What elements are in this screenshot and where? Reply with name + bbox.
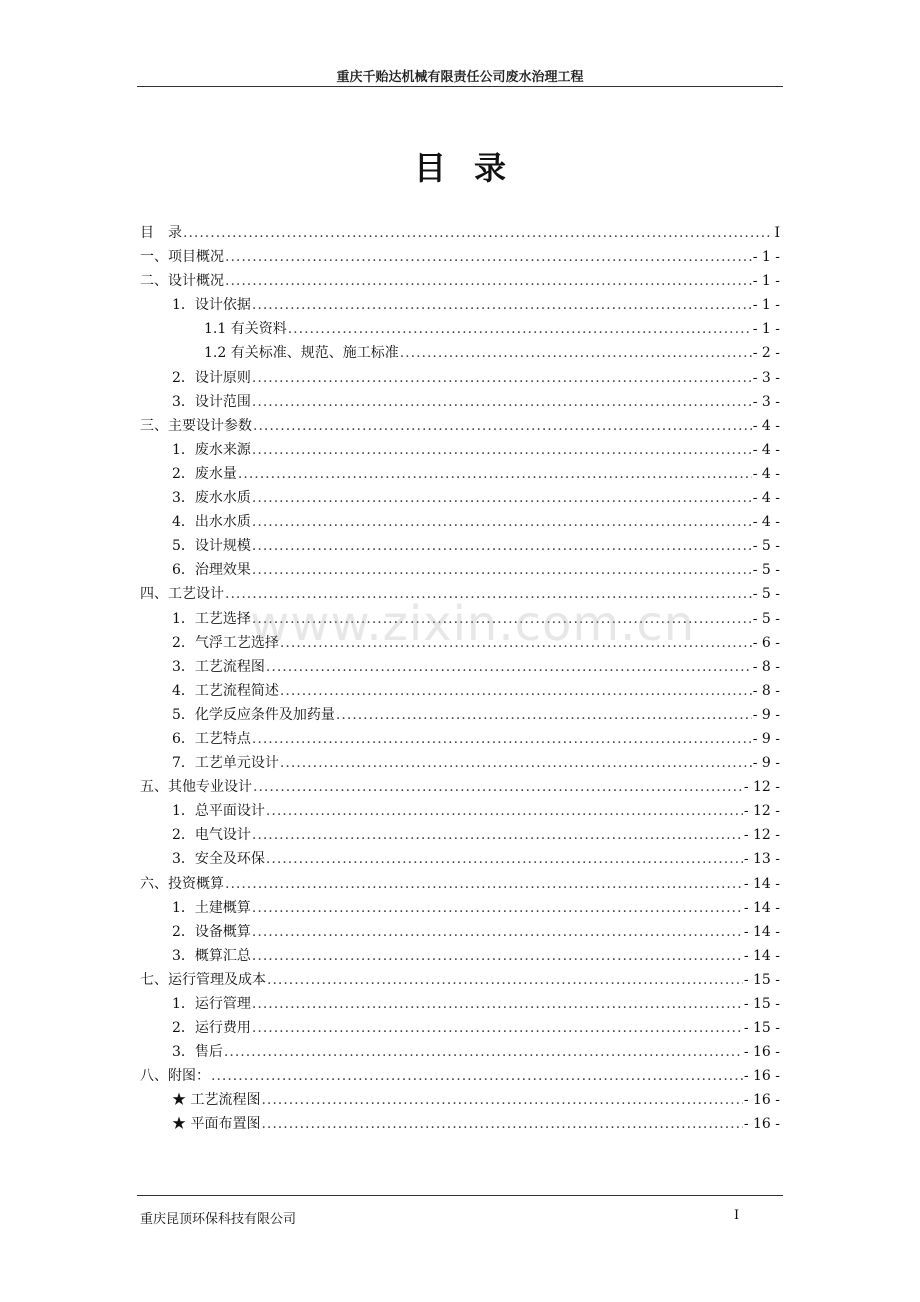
footer-divider xyxy=(137,1195,783,1196)
toc-entry-label: 1．土建概算 xyxy=(172,899,251,916)
toc-entry-label: 2．运行费用 xyxy=(172,1020,251,1037)
toc-entry-page: - 5 - xyxy=(752,562,780,579)
toc-entry-page: - 12 - xyxy=(743,779,780,796)
toc-entry-label: 4．工艺流程简述 xyxy=(172,682,279,699)
toc-entry[interactable] xyxy=(140,847,780,871)
toc-entry[interactable] xyxy=(140,679,780,703)
toc-dot-leader xyxy=(280,631,752,655)
toc-entry[interactable] xyxy=(140,510,780,534)
toc-entry-label: 1.2 有关标准、规范、施工标准 xyxy=(204,345,399,362)
toc-dot-leader xyxy=(252,486,752,510)
toc-dot-leader xyxy=(253,775,743,799)
toc-dot-leader xyxy=(252,1016,743,1040)
toc-entry-page: - 2 - xyxy=(752,345,780,362)
toc-entry-page: - 13 - xyxy=(743,851,780,868)
toc-entry[interactable] xyxy=(140,534,780,558)
toc-dot-leader xyxy=(252,438,752,462)
toc-entry-page: - 4 - xyxy=(752,490,780,507)
toc-entry[interactable] xyxy=(140,607,780,631)
toc-dot-leader xyxy=(225,872,743,896)
toc-entry-page: - 8 - xyxy=(752,658,780,675)
toc-entry-page: - 12 - xyxy=(743,827,780,844)
toc-entry-page: - 15 - xyxy=(743,996,780,1012)
toc-entry-page: - 1 - xyxy=(752,321,780,338)
toc-entry-page: - 9 - xyxy=(752,755,780,772)
toc-entry-label: 二、设计概况 xyxy=(140,273,224,290)
toc-entry-label: 1．运行管理 xyxy=(172,996,251,1012)
toc-entry-label: ★ 平面布置图 xyxy=(172,1116,261,1133)
toc-dot-leader xyxy=(266,655,752,679)
toc-dot-leader xyxy=(252,896,743,920)
toc-entry[interactable] xyxy=(140,703,780,727)
toc-dot-leader xyxy=(252,607,752,631)
toc-entry-label: 3．工艺流程图 xyxy=(172,658,265,675)
toc-entry[interactable] xyxy=(140,968,780,992)
toc-entry[interactable] xyxy=(140,390,780,414)
toc-entry[interactable] xyxy=(140,751,780,775)
toc-entry-label: 3．设计范围 xyxy=(172,393,251,410)
toc-entry-page: - 12 - xyxy=(743,803,780,820)
toc-dot-leader xyxy=(252,390,752,414)
toc-dot-leader xyxy=(253,414,752,438)
toc-entry[interactable] xyxy=(140,269,780,293)
toc-dot-leader xyxy=(252,534,752,558)
toc-dot-leader xyxy=(252,558,752,582)
toc-entry-page: - 14 - xyxy=(743,923,780,940)
toc-entry-label: 1．废水来源 xyxy=(172,441,251,458)
toc-entry[interactable] xyxy=(140,920,780,944)
toc-dot-leader xyxy=(238,462,752,486)
toc-entry[interactable] xyxy=(140,1088,780,1112)
toc-entry[interactable] xyxy=(140,896,780,920)
toc-entry[interactable] xyxy=(140,582,780,606)
toc-dot-leader xyxy=(288,317,752,341)
toc-entry-page: - 9 - xyxy=(752,706,780,723)
toc-entry[interactable] xyxy=(140,366,780,390)
page-title: 目录 xyxy=(413,149,534,187)
toc-entry[interactable] xyxy=(140,341,780,365)
toc-entry[interactable] xyxy=(140,221,780,245)
toc-entry[interactable] xyxy=(140,1040,780,1064)
toc-entry[interactable] xyxy=(140,944,780,968)
toc-entry-label: 三、主要设计参数 xyxy=(140,417,252,434)
toc-dot-leader xyxy=(261,1112,742,1136)
toc-entry-label: 3．概算汇总 xyxy=(172,947,251,964)
toc-entry-label: 2．气浮工艺选择 xyxy=(172,634,279,651)
toc-entry[interactable] xyxy=(140,414,780,438)
toc-entry-page: - 14 - xyxy=(743,899,780,916)
toc-entry-label: 四、工艺设计 xyxy=(140,586,224,603)
toc-dot-leader xyxy=(400,341,752,365)
toc-entry-label: 七、运行管理及成本 xyxy=(140,971,266,988)
toc-entry-label: 3．废水水质 xyxy=(172,490,251,507)
toc-entry[interactable] xyxy=(140,245,780,269)
toc-entry-label: 1.1 有关资料 xyxy=(204,321,287,338)
header-divider xyxy=(137,86,783,87)
toc-entry-page: - 5 - xyxy=(752,538,780,555)
toc-entry[interactable] xyxy=(140,1016,780,1040)
toc-dot-leader xyxy=(252,293,752,317)
toc-entry-label: 2．废水量 xyxy=(172,465,237,482)
toc-entry-label: 一、项目概况 xyxy=(140,249,224,266)
toc-entry[interactable] xyxy=(140,631,780,655)
toc-dot-leader xyxy=(211,1064,743,1088)
toc-entry-label: ★ 工艺流程图 xyxy=(172,1092,261,1109)
toc-entry-page: - 6 - xyxy=(752,634,780,651)
toc-entry-page: - 8 - xyxy=(752,682,780,699)
toc-entry-page: - 3 - xyxy=(752,393,780,410)
footer-company: 重庆昆顶环保科技有限公司 xyxy=(140,1212,297,1227)
toc-entry-page: - 4 - xyxy=(752,514,780,531)
toc-dot-leader xyxy=(183,221,773,245)
table-of-contents xyxy=(140,221,780,1137)
toc-entry-page: - 1 - xyxy=(752,249,780,266)
toc-entry-page: - 16 - xyxy=(743,1092,780,1109)
toc-dot-leader xyxy=(225,245,752,269)
toc-entry-label: 1．工艺选择 xyxy=(172,610,251,627)
toc-dot-leader xyxy=(266,847,743,871)
toc-entry[interactable] xyxy=(140,558,780,582)
toc-entry[interactable] xyxy=(140,1112,780,1136)
toc-entry-page: - 14 - xyxy=(743,875,780,892)
toc-entry[interactable] xyxy=(140,293,780,317)
toc-dot-leader xyxy=(252,992,743,1016)
toc-entry[interactable] xyxy=(140,1064,780,1088)
running-header: 重庆千贻达机械有限责任公司废水治理工程 xyxy=(336,70,584,85)
toc-dot-leader xyxy=(252,366,752,390)
toc-dot-leader xyxy=(261,1088,742,1112)
toc-dot-leader xyxy=(252,920,743,944)
toc-entry-label: 5．化学反应条件及加药量 xyxy=(172,706,335,723)
toc-entry-page: - 15 - xyxy=(743,971,780,988)
toc-entry-label: 2．设备概算 xyxy=(172,923,251,940)
toc-entry-label: 目 录 xyxy=(140,225,182,241)
toc-dot-leader xyxy=(336,703,752,727)
toc-entry-page: - 4 - xyxy=(752,465,780,482)
toc-entry-page: - 16 - xyxy=(743,1116,780,1133)
toc-entry[interactable] xyxy=(140,462,780,486)
toc-dot-leader xyxy=(252,944,743,968)
toc-entry[interactable] xyxy=(140,438,780,462)
toc-entry-page: - 9 - xyxy=(752,730,780,747)
toc-dot-leader xyxy=(224,1040,743,1064)
toc-entry-page: I xyxy=(774,225,780,241)
toc-entry-page: - 1 - xyxy=(752,273,780,290)
toc-entry-label: 6．治理效果 xyxy=(172,562,251,579)
toc-entry[interactable] xyxy=(140,655,780,679)
toc-entry-label: 六、投资概算 xyxy=(140,875,224,892)
toc-entry-label: 2．设计原则 xyxy=(172,369,251,386)
toc-entry-label: 1．总平面设计 xyxy=(172,803,265,820)
toc-entry[interactable] xyxy=(140,775,780,799)
toc-entry[interactable] xyxy=(140,727,780,751)
toc-entry-label: 五、其他专业设计 xyxy=(140,779,252,796)
toc-dot-leader xyxy=(267,968,743,992)
toc-entry-label: 4．出水水质 xyxy=(172,514,251,531)
toc-dot-leader xyxy=(252,727,752,751)
toc-entry-label: 1．设计依据 xyxy=(172,297,251,314)
footer-page-number: I xyxy=(734,1208,740,1223)
toc-entry-page: - 4 - xyxy=(752,441,780,458)
toc-entry[interactable] xyxy=(140,992,780,1016)
toc-entry-label: 5．设计规模 xyxy=(172,538,251,555)
toc-entry-label: 八、附图： xyxy=(140,1068,210,1085)
toc-entry-label: 2．电气设计 xyxy=(172,827,251,844)
toc-entry-page: - 3 - xyxy=(752,369,780,386)
toc-entry-page: - 15 - xyxy=(743,1020,780,1037)
toc-dot-leader xyxy=(225,582,752,606)
toc-entry[interactable] xyxy=(140,799,780,823)
toc-entry-page: - 14 - xyxy=(743,947,780,964)
toc-entry-page: - 4 - xyxy=(752,417,780,434)
toc-entry[interactable] xyxy=(140,872,780,896)
toc-entry[interactable] xyxy=(140,486,780,510)
toc-entry[interactable] xyxy=(140,317,780,341)
toc-dot-leader xyxy=(266,799,743,823)
toc-dot-leader xyxy=(280,679,752,703)
toc-entry-page: - 16 - xyxy=(743,1068,780,1085)
toc-entry-label: 7．工艺单元设计 xyxy=(172,755,279,772)
toc-dot-leader xyxy=(252,510,752,534)
toc-entry-page: - 16 - xyxy=(743,1044,780,1061)
toc-entry-label: 6．工艺特点 xyxy=(172,730,251,747)
toc-dot-leader xyxy=(225,269,752,293)
toc-entry[interactable] xyxy=(140,823,780,847)
toc-entry-page: - 1 - xyxy=(752,297,780,314)
toc-entry-label: 3．安全及环保 xyxy=(172,851,265,868)
toc-dot-leader xyxy=(252,823,743,847)
watermark: www.zixin.com.cn xyxy=(250,596,696,652)
toc-entry-page: - 5 - xyxy=(752,586,780,603)
toc-entry-label: 3．售后 xyxy=(172,1044,223,1061)
toc-entry-page: - 5 - xyxy=(752,610,780,627)
toc-dot-leader xyxy=(280,751,752,775)
